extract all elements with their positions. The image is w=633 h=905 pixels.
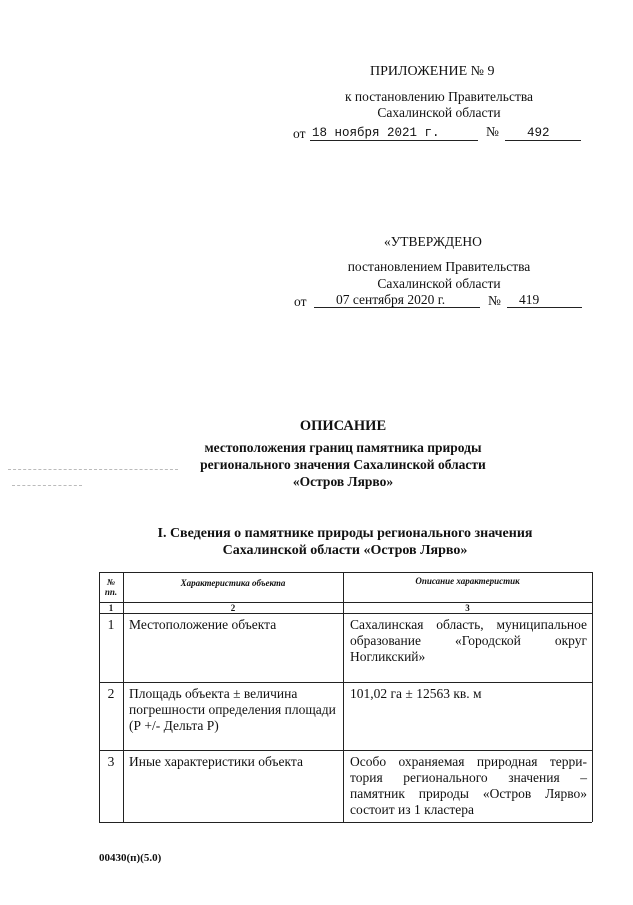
- table-border: [99, 750, 592, 751]
- header-num-line-1: №: [106, 577, 116, 587]
- table-border: [99, 822, 592, 823]
- footer-code: 00430(п)(5.0): [99, 852, 162, 864]
- appendix-title: ПРИЛОЖЕНИЕ № 9: [370, 64, 495, 79]
- description-title: ОПИСАНИЕ: [299, 418, 387, 434]
- table-border: [99, 682, 592, 683]
- appendix-from-label: от: [293, 126, 306, 141]
- row-2-characteristic: Площадь объекта ± величина погрешности определения площади (Р +/- Дельта Р): [129, 686, 336, 733]
- appendix-line-2: Сахалинской области: [377, 105, 501, 120]
- row-3-characteristic: Иные характеристики объекта: [129, 754, 303, 769]
- approved-from-label: от: [294, 294, 307, 309]
- appendix-number-field: [505, 124, 581, 141]
- table-border: [99, 572, 592, 573]
- scan-artifact: [12, 485, 82, 486]
- approved-number: 419: [519, 292, 540, 307]
- appendix-date: 18 ноября 2021 г.: [312, 126, 440, 140]
- row-2-description: 101,02 га ± 12563 кв. м: [350, 686, 482, 701]
- col-number-1: 1: [108, 603, 114, 613]
- row-1-characteristic: Местоположение объекта: [129, 617, 277, 632]
- header-num-line-2: пп.: [104, 587, 118, 597]
- approved-number-label: №: [488, 293, 501, 308]
- header-num: [99, 577, 123, 597]
- section-heading-line-2: Сахалинской области «Остров Лярво»: [222, 543, 468, 558]
- table-border: [592, 572, 593, 822]
- description-line-1: местоположения границ памятника природы: [204, 440, 482, 455]
- approved-line-2: Сахалинской области: [377, 276, 501, 291]
- approved-line-1: постановлением Правительства: [347, 259, 531, 274]
- characteristics-table: [99, 572, 592, 822]
- row-1-description: Сахалинская область, муниципальное образование «Городской округ Ногликский»: [350, 617, 587, 664]
- appendix-number-label: №: [486, 124, 499, 139]
- approved-number-field: [507, 291, 582, 308]
- col-number-3: 3: [465, 603, 470, 613]
- description-line-2: регионального значения Сахалинской области: [200, 457, 486, 472]
- appendix-date-field: [310, 124, 478, 141]
- section-heading-line-1: I. Сведения о памятнике природы регионального значения: [157, 526, 533, 541]
- header-characteristic: Характеристика объекта: [180, 578, 286, 588]
- row-3-description: Особо охраняемая природная территория регионального значения – памятник природы «Остров Лярво» состоит из 1 кластера: [350, 754, 587, 817]
- description-line-3: «Остров Лярво»: [292, 474, 394, 489]
- appendix-number: 492: [527, 126, 550, 140]
- header-description: Описание характеристик: [415, 576, 520, 586]
- row-1-num: 1: [107, 617, 115, 632]
- col-number-2: 2: [230, 603, 236, 613]
- approved-date-field: [314, 291, 480, 308]
- row-2-num: 2: [107, 686, 115, 701]
- appendix-line-1: к постановлению Правительства: [344, 89, 534, 104]
- row-3-num: 3: [107, 754, 115, 769]
- approved-title: «УТВЕРЖДЕНО: [384, 234, 482, 249]
- approved-date: 07 сентября 2020 г.: [336, 292, 446, 307]
- table-border: [99, 613, 592, 614]
